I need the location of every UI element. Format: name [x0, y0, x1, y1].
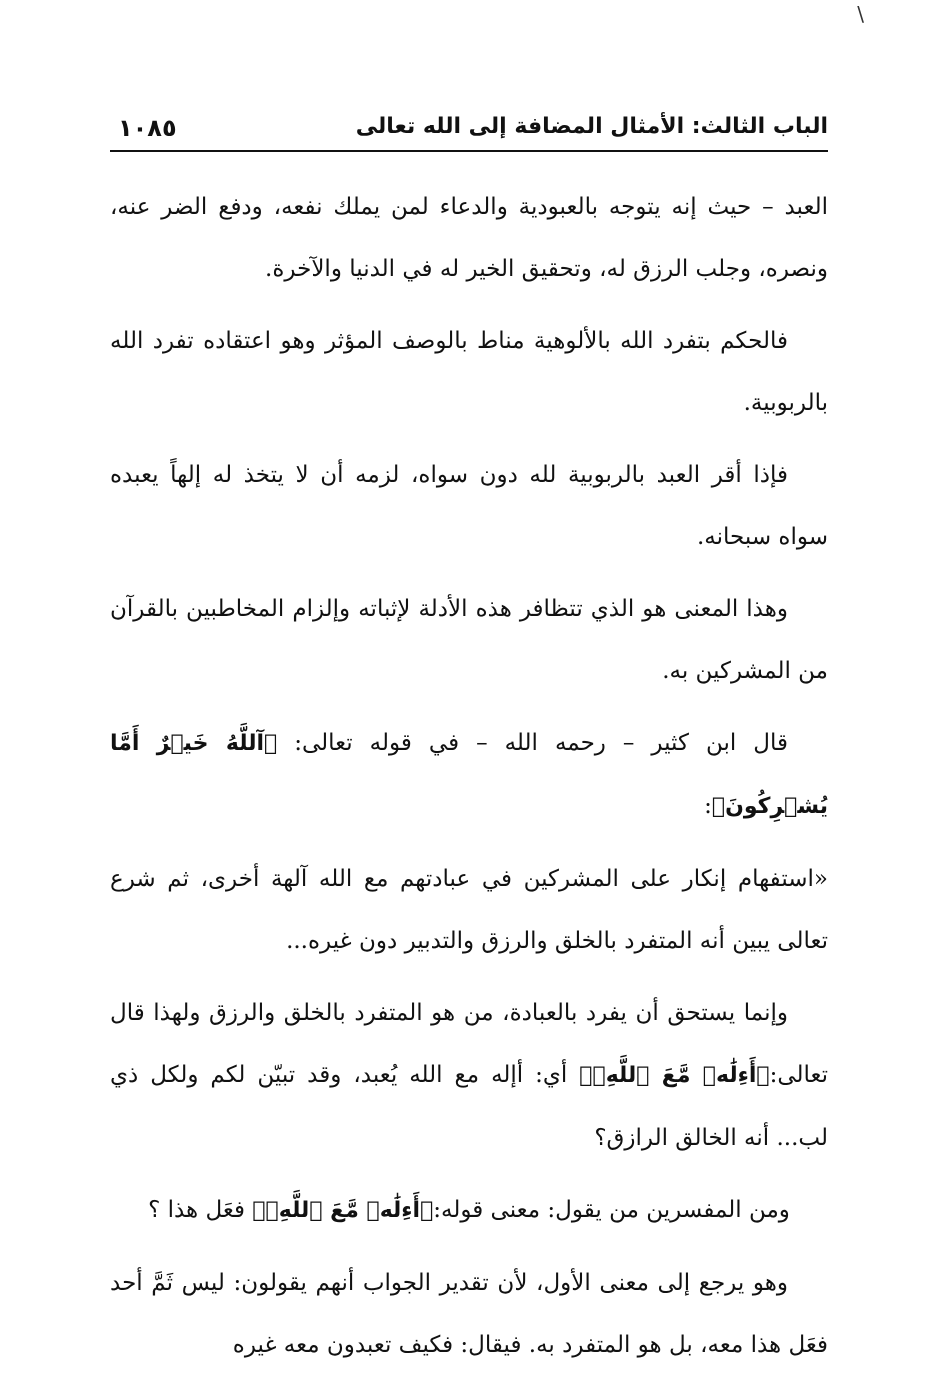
chapter-title: الباب الثالث: الأمثال المضافة إلى الله تعالى — [355, 114, 828, 139]
paragraph-text: أي: أإله مع الله يُعبد، وقد تبيّن لكم ولكل ذي لب... أنه الخالق الرازق؟ — [110, 1062, 828, 1151]
page-number: ١٠٨٥ — [118, 114, 177, 142]
paragraph-text: : — [704, 793, 712, 819]
paragraph-text: فعَل هذا ؟ — [148, 1197, 253, 1223]
paragraph: وهو يرجع إلى معنى الأول، لأن تقدير الجواب أنهم يقولون: ليس ثَمَّ أحد فعَل هذا معه، بل هو المتفرد به. فيقال: فكيف تعبدون معه غيره — [110, 1270, 828, 1358]
paragraph-text: وإنما يستحق أن يفرد بالعبادة، من هو المتفرد بالخلق والرزق ولهذا قال تعالى: — [110, 1000, 829, 1088]
paragraph: العبد – حيث إنه يتوجه بالعبودية والدعاء لمن يملك نفعه، ودفع الضر عنه، ونصره، وجلب الرزق له، وتحقيق الخير له في الدنيا والآخرة. — [110, 194, 828, 282]
running-header — [110, 108, 828, 148]
quran-verse: ﴿أَءِلَٰهٞ مَّعَ ٱللَّهِۚ﴾ — [252, 1198, 434, 1223]
quran-verse: ﴿أَءِلَٰهٞ مَّعَ ٱللَّهِۚ﴾ — [579, 1063, 770, 1088]
paragraph-with-verse — [110, 982, 828, 1169]
paragraph-quotation: «استفهام إنكار على المشركين في عبادتهم مع الله آلهة أخرى، ثم شرع تعالى يبين أنه المتفرد بالخلق والرزق والتدبير دون غيره... — [110, 866, 828, 954]
paragraph-quote-intro — [110, 712, 828, 838]
corner-mark: \ — [857, 2, 864, 26]
paragraph: فإذا أقر العبد بالربوبية لله دون سواه، لزمه أن لا يتخذ له إلهاً يعبده سواه سبحانه. — [110, 462, 828, 550]
paragraph: فالحكم بتفرد الله بالألوهية مناط بالوصف المؤثر وهو اعتقاده تفرد الله بالربوبية. — [110, 328, 828, 416]
paragraph-with-verse — [110, 1179, 828, 1242]
header-divider — [110, 150, 828, 152]
paragraph-text: قال ابن كثير – رحمه الله – في قوله تعالى: — [277, 730, 788, 756]
page-body — [110, 176, 828, 1386]
quran-verse: ﴿آللَّهُ خَيۡرٌ أَمَّا يُشۡرِكُونَ﴾ — [110, 731, 828, 819]
paragraph: وهذا المعنى هو الذي تتظافر هذه الأدلة لإثباته وإلزام المخاطبين بالقرآن من المشركين به. — [110, 596, 828, 684]
paragraph-text: ومن المفسرين من يقول: معنى قوله: — [433, 1197, 790, 1223]
